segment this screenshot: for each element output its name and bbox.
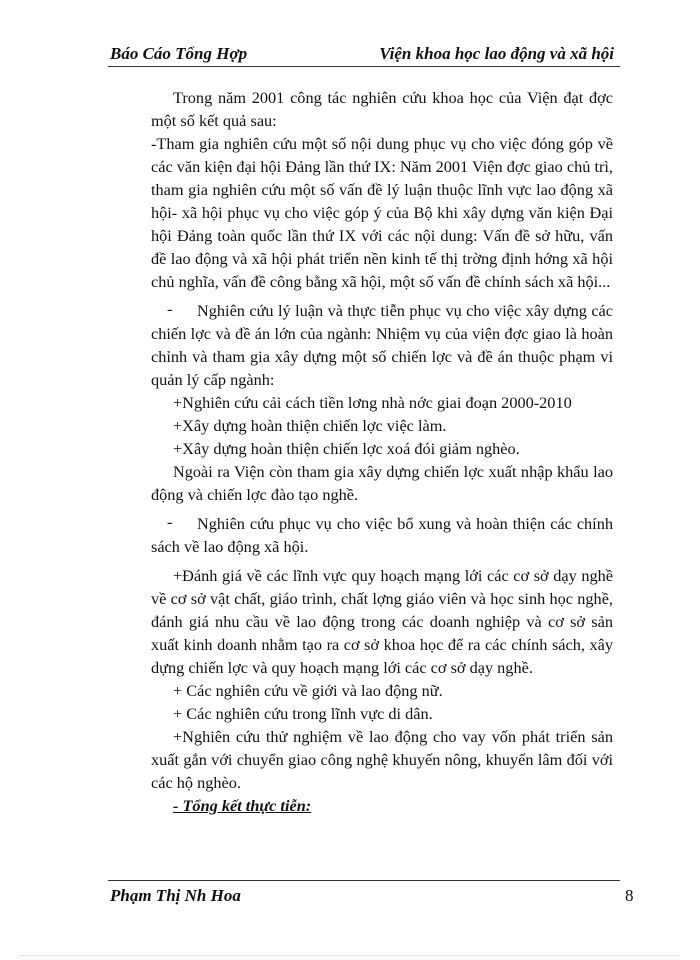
footer-author: Phạm Thị Nh Hoa [110,886,241,905]
sub-item-vocational-evaluation: +Đánh giá về các lĩnh vực quy hoạch mạng lới các cơ sở dạy nghề về cơ sở vật chất, giáo trình, chất lợng giáo viên và học sinh học nghề, đánh giá nhu cầu về lao động trong các doanh nghiệp và cơ sở sản xuất kinh doanh nhằm tạo ra cơ sở khoa học để ra các chính sách, xây dựng chiến lợc và quy hoạch mạng lới các cơ sở dạy nghề. [151,566,613,677]
page-number: 8 [625,886,634,905]
sub-item-loan-pilot: +Nghiên cứu thử nghiệm về lao động cho vay vốn phát triển sản xuất gắn với chuyển giao công nghệ khuyến nông, khuyến lâm đối với các hộ nghèo. [151,727,613,792]
sub-item-gender-research: + Các nghiên cứu về giới và lao động nữ. [173,681,443,700]
section-heading-practice-summary: - Tổng kết thực tiễn: [173,796,312,815]
sub-item-employment-strategy: +Xây dựng hoàn thiện chiến lợc việc làm. [173,416,447,435]
policy-research-paragraph: Nghiên cứu phục vụ cho việc bổ xung và hoàn thiện các chính sách về lao động xã hội. [151,514,613,556]
list-item [151,512,613,558]
bullet-dash: - [167,512,173,531]
sub-item-wage-reform: +Nghiên cứu cải cách tiền lơng nhà nớc giai đoạn 2000-2010 [173,393,572,412]
sub-item-poverty-strategy: +Xây dựng hoàn thiện chiến lợc xoá đói giảm nghèo. [173,439,520,458]
bullet-dash: - [167,299,173,318]
header-institute-name: Viện khoa học lao động và xã hội [379,44,614,63]
page-header [110,44,620,66]
sub-item-migration-research: + Các nghiên cứu trong lĩnh vực di dân. [173,704,433,723]
header-rule [108,66,620,67]
header-report-title: Báo Cáo Tổng Hợp [110,44,248,63]
page-bottom-divider [20,955,680,956]
document-body [151,86,613,817]
export-training-paragraph: Ngoài ra Viện còn tham gia xây dựng chiến lợc xuất nhập khẩu lao động và chiến lợc đào tạo nghề. [151,462,613,504]
party-congress-paragraph: -Tham gia nghiên cứu một số nội dung phục vụ cho việc đóng góp về các văn kiện đại hội Đảng lần thứ IX: Năm 2001 Viện đợc giao chủ trì, tham gia nghiên cứu một số vấn đề lý luận thuộc lĩnh vực lao động xã hội- xã hội phục vụ cho việc góp ý của Bộ khi xây dựng văn kiện Đại hội Đảng toàn quốc lần thứ IX với các nội dung: Vấn đề sở hữu, vấn đề lao động và xã hội phát triển nền kinh tế thị trờng định hớng xã hội chủ nghĩa, vấn đề công bằng xã hội, một số vấn đề chính sách xã hội... [151,134,613,291]
footer-rule [108,880,620,881]
list-item [151,299,613,391]
intro-paragraph: Trong năm 2001 công tác nghiên cứu khoa học của Viện đạt đợc một số kết quả sau: [151,88,613,130]
strategy-research-paragraph: Nghiên cứu lý luận và thực tiễn phục vụ cho việc xây dựng các chiến lợc và đề án lớn của ngành: Nhiệm vụ của viện đợc giao là hoàn chỉnh và tham gia xây dựng một số chiến lợc và đề án thuộc phạm vi quản lý cấp ngành: [151,301,613,389]
